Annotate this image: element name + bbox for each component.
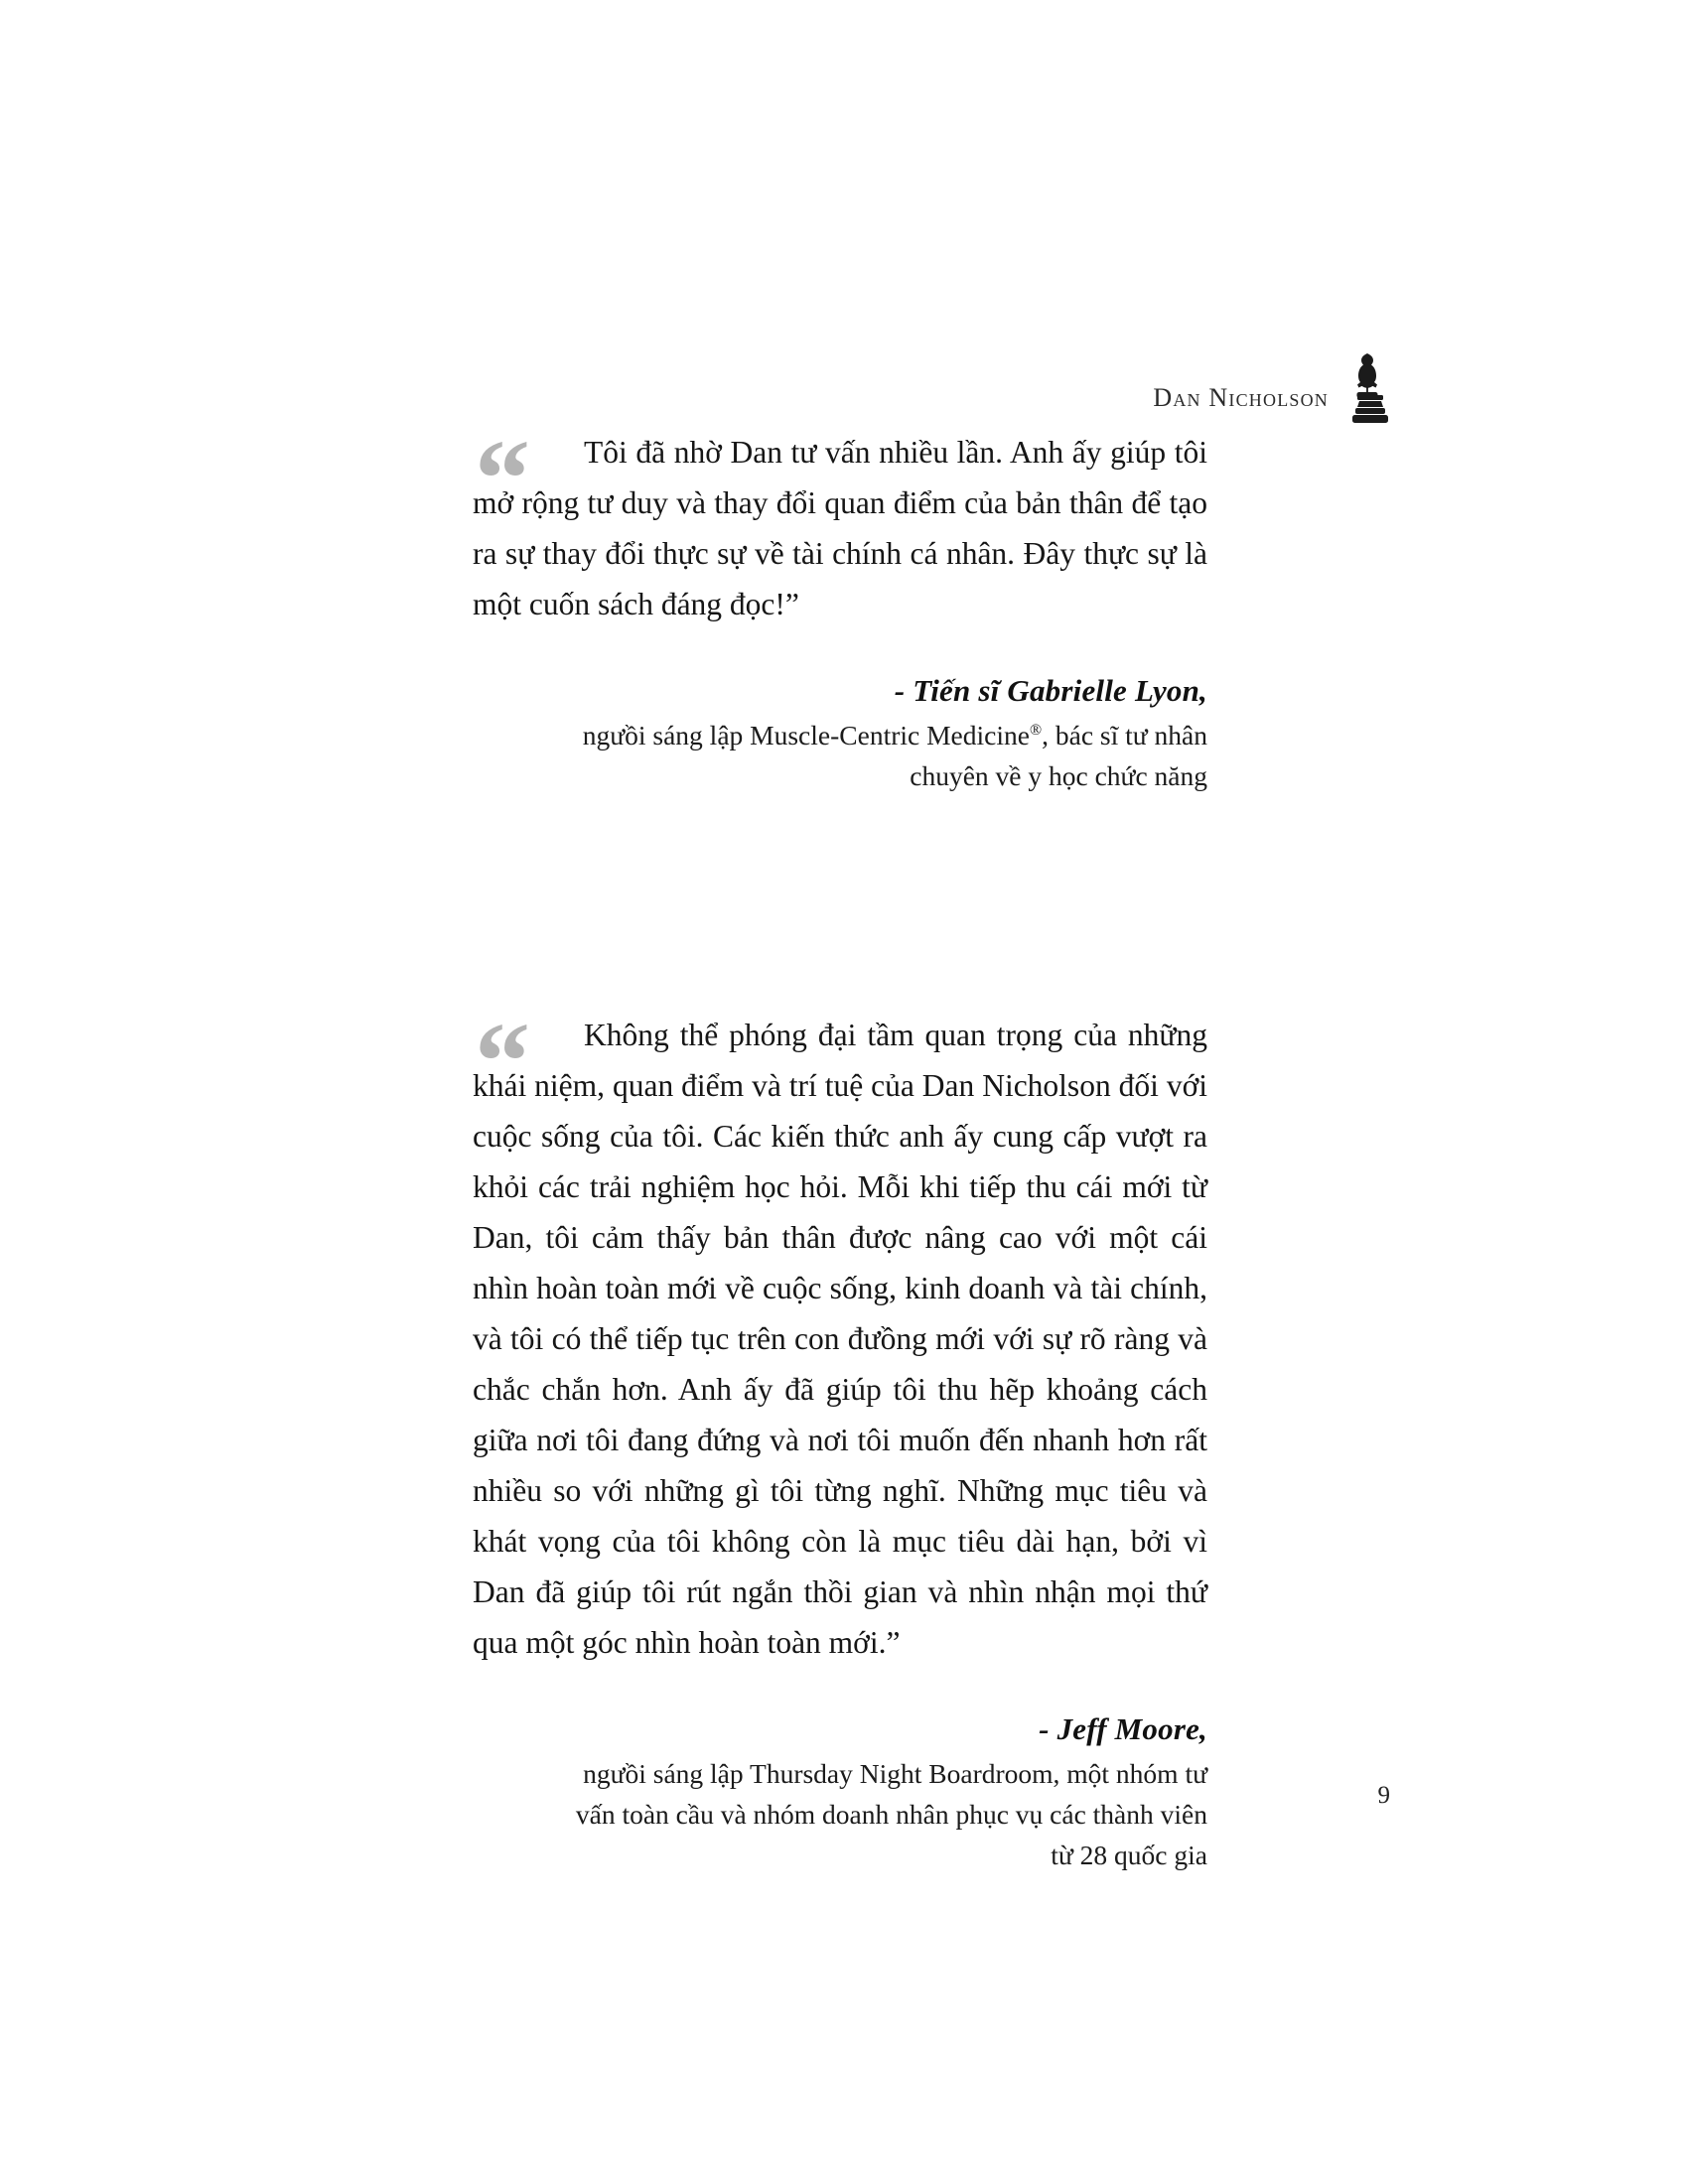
chess-knight-icon <box>1350 349 1390 429</box>
testimonial-2-attribution <box>473 1711 1207 1876</box>
testimonial-2-role-line2: vấn toàn cầu và nhóm doanh nhân phục vụ các thành viên <box>575 1799 1207 1831</box>
testimonial-2-text <box>473 1000 1207 1668</box>
quote-mark-icon: “ <box>475 418 526 541</box>
testimonial-2-role-line3: từ 28 quốc gia <box>1051 1840 1207 1871</box>
testimonial-2-role <box>473 1753 1207 1876</box>
testimonial-1-text <box>473 418 1207 629</box>
page-number: 9 <box>1377 1782 1390 1809</box>
testimonial-1-role-line1-end: , bác sĩ tư nhân <box>1042 720 1207 751</box>
testimonial-2 <box>473 1000 1207 1876</box>
testimonial-1 <box>473 418 1207 797</box>
testimonial-2-role-line1: ngưồi sáng lập Thursday Night Boardroom, một nhóm tư <box>583 1757 1207 1789</box>
testimonial-1-author: - Tiến sĩ Gabrielle Lyon, <box>894 673 1207 709</box>
testimonial-1-role-line1: ngưồi sáng lập Muscle-Centric Medicine <box>582 720 1030 751</box>
registered-trademark-icon: ® <box>1029 721 1043 739</box>
testimonial-1-body: Tôi đã nhờ Dan tư vấn nhiều lần. Anh ấy giúp tôi mở rộng tư duy và thay đổi quan điểm của bản thân để tạo ra sự thay đổi thực sự về tài chính cá nhân. Đây thực sự là một cuốn sách đáng đọc!” <box>473 435 1207 622</box>
testimonial-1-role <box>473 715 1207 797</box>
testimonial-1-attribution <box>473 673 1207 797</box>
running-head-author: Dan Nicholson <box>1153 383 1329 412</box>
running-head <box>1153 349 1390 417</box>
testimonial-2-body: Không thể phóng đại tầm quan trọng của những khái niệm, quan điểm và trí tuệ của Dan Nicholson đối với cuộc sống của tôi. Các kiến thức anh ấy cung cấp vượt ra khỏi các trải nghiệm học hỏi. Mỗi khi tiếp thu cái mới từ Dan, tôi cảm thấy bản thân được nâng cao với một cái nhìn hoàn toàn mới về cuộc sống, kinh doanh và tài chính, và tôi có thể tiếp tục trên con đưồng mới với sự rõ ràng và chắc chắn hơn. Anh ấy đã giúp tôi thu hẽp khoảng cách giữa nơi tôi đang đứng và nơi tôi muốn đến nhanh hơn rất nhiều so với những gì tôi từng nghĩ. Những mục tiêu và khát vọng của tôi không còn là mục tiêu dài hạn, bởi vì Dan đã giúp tôi rút ngắn thồi gian và nhìn nhận mọi thứ qua một góc nhìn hoàn toàn mới.” <box>473 1017 1207 1660</box>
testimonial-1-role-line2: chuyên về y học chức năng <box>910 760 1207 792</box>
testimonial-2-author: - Jeff Moore, <box>1039 1710 1207 1746</box>
quote-mark-icon: “ <box>475 1000 526 1124</box>
page-content <box>473 418 1207 1876</box>
